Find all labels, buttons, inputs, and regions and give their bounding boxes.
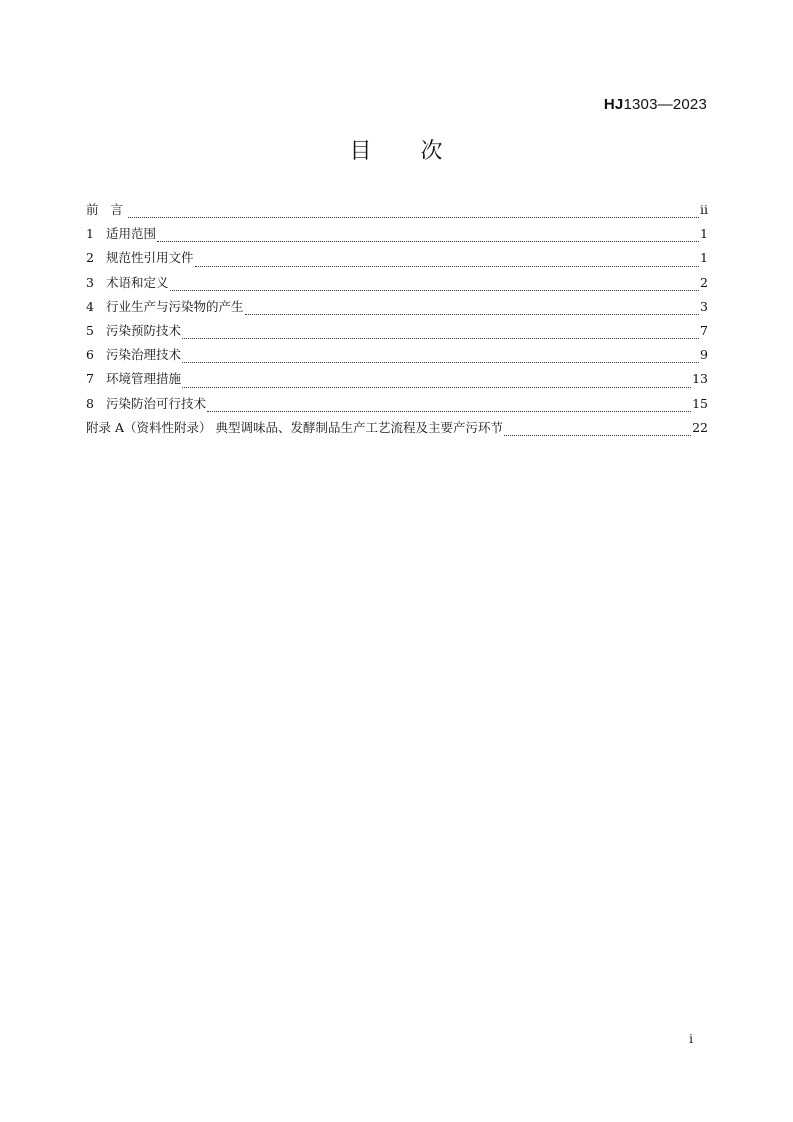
toc-leader-dots [128,216,699,218]
toc-entry-label: 规范性引用文件 [106,250,194,266]
toc-leader-dots [195,265,700,267]
toc-entry-page: 2 [700,274,708,290]
toc-entry-number: 1 [86,226,94,242]
toc-entry-label: 适用范围 [106,226,157,242]
toc-entry-6[interactable] [86,347,708,371]
toc-entry-page: 15 [692,395,708,411]
toc-entry-label: 污染治理技术 [106,347,182,363]
toc-entry-label: 环境管理措施 [106,371,182,387]
toc-entry-appendix-a[interactable] [86,420,708,444]
toc-entry-4[interactable] [86,299,708,323]
toc-entry-7[interactable] [86,371,708,395]
toc-entry-label: 污染防治可行技术 [106,395,207,411]
toc-entry-page: ii [700,202,708,217]
toc-entry-page: 22 [692,419,708,435]
toc-entry-number: 7 [86,371,94,387]
toc-entry-2[interactable] [86,250,708,274]
toc-entry-number: 4 [86,298,94,314]
toc-entry-number: 2 [86,250,94,266]
toc-entry-3[interactable] [86,275,708,299]
toc-leader-dots [504,434,691,436]
toc-entry-page: 1 [700,250,708,266]
toc-leader-dots [182,361,699,363]
toc-entry-label: 附录 A（资料性附录） 典型调味品、发酵制品生产工艺流程及主要产污环节 [86,419,503,435]
toc-entry-8[interactable] [86,396,708,420]
document-code-number: 1303—2023 [623,96,707,113]
table-of-contents [86,202,708,444]
page-title: 目 次 [349,139,444,164]
toc-entry-label: 污染预防技术 [106,322,182,338]
toc-entry-page: 7 [700,322,708,338]
document-code [604,96,707,113]
toc-entry-label: 前 言 [86,202,127,217]
toc-entry-page: 1 [700,226,708,242]
page-number: i [689,1032,693,1046]
toc-entry-number: 8 [86,395,94,411]
toc-entry-number: 6 [86,347,94,363]
toc-entry-page: 9 [700,347,708,363]
toc-leader-dots [170,289,700,291]
toc-entry-label: 行业生产与污染物的产生 [106,298,244,314]
toc-entry-label: 术语和定义 [106,274,169,290]
toc-entry-page: 3 [700,298,708,314]
toc-entry-1[interactable] [86,226,708,250]
document-code-prefix: HJ [603,96,624,113]
toc-entry-5[interactable] [86,323,708,347]
toc-leader-dots [207,410,691,412]
toc-entry-foreword[interactable] [86,202,708,226]
toc-entry-page: 13 [692,371,708,387]
toc-leader-dots [182,337,699,339]
toc-leader-dots [157,240,699,242]
toc-leader-dots [182,386,691,388]
toc-leader-dots [245,313,700,315]
toc-entry-number: 3 [86,274,94,290]
toc-entry-number: 5 [86,322,94,338]
